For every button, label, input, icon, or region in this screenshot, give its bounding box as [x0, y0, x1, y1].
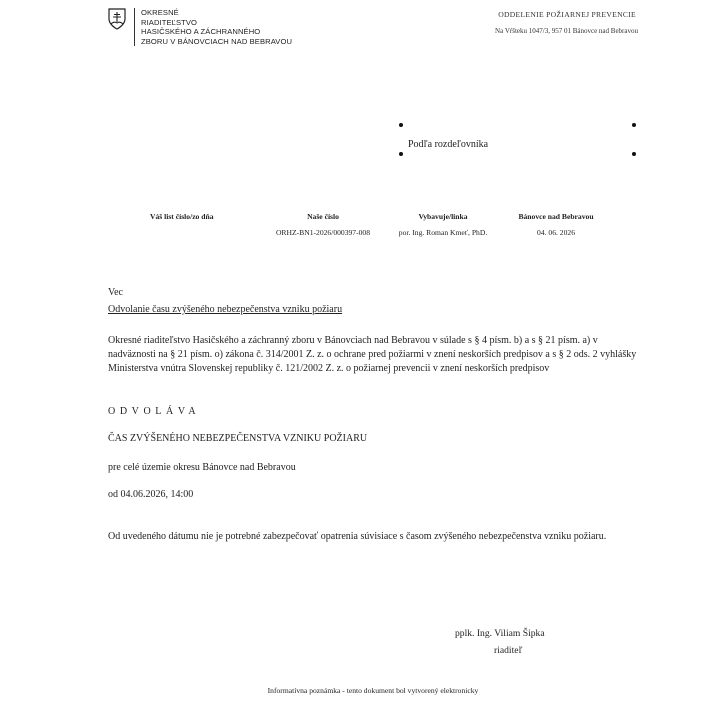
ref-handled-by-value: por. Ing. Roman Kmeť, PhD. — [398, 228, 488, 237]
ref-place-date — [502, 212, 610, 237]
ref-handled-by — [384, 212, 502, 237]
signature-name: pplk. Ing. Viliam Šipka — [455, 628, 545, 639]
body-intro: Okresné riaditeľstvo Hasičského a záchranný zboru v Bánovciach nad Bebravou v súlade s § 4 písm. b) a s § 21 písm. a) v nadväznosti na § 21 písm. o) zákona č. 314/2001 Z. z. o ochrane pred požiarmi v znení neskorších predpisov a s § 2 ods. 2 vyhlášky Ministerstva vnútra Slovenskej republiky č. 121/2002 Z. z. o požiarnej prevencii v znení neskorších predpisov — [108, 335, 637, 374]
ref-our-number-value: ORHZ-BN1-2026/000397-008 — [275, 228, 371, 237]
address-window-mark — [399, 152, 403, 156]
decision-object: ČAS ZVÝŠENÉHO NEBEZPEČENSTVA VZNIKU POŽIARU — [108, 433, 368, 444]
subject-line: Odvolanie času zvýšeného nebezpečenstva vzniku požiaru — [108, 304, 343, 315]
organization-name — [141, 8, 341, 46]
decision-heading: ODVOLÁVA — [108, 406, 201, 417]
effective-time: od 04.06.2026, 14:00 — [108, 489, 194, 500]
ref-date-value: 04. 06. 2026 — [537, 228, 575, 237]
org-line: HASIČSKÉHO A ZÁCHRANNÉHO — [141, 27, 261, 37]
state-emblem-icon — [108, 8, 126, 30]
header-divider — [134, 8, 135, 46]
ref-your-letter — [150, 212, 214, 228]
org-line: RIADITEĽSTVO — [141, 17, 198, 27]
org-line: ZBORU V BÁNOVCIACH NAD BEBRAVOU — [141, 36, 293, 46]
decision-scope: pre celé územie okresu Bánovce nad Bebravou — [108, 462, 296, 473]
closing-paragraph: Od uvedeného dátumu nie je potrebné zabezpečovať opatrenia súvisiace s časom zvýšeného nebezpečenstva vzniku požiaru. — [108, 531, 607, 542]
department-name: ODDELENIE POŽIARNEJ PREVENCIE — [498, 10, 636, 19]
org-line: OKRESNÉ — [141, 8, 179, 17]
address-window-mark — [632, 123, 636, 127]
ref-place-label: Bánovce nad Bebravou — [518, 212, 594, 221]
ref-our-number-label: Naše číslo — [307, 212, 339, 221]
address-window-mark — [399, 123, 403, 127]
signature-title: riaditeľ — [494, 645, 523, 656]
ref-your-letter-label: Váš list číslo/zo dňa — [150, 212, 214, 221]
footer-note: Informatívna poznámka - tento dokument bol vytvorený elektronicky — [267, 686, 479, 695]
subject-label: Vec — [108, 287, 123, 298]
recipient: Podľa rozdeľovníka — [408, 139, 489, 150]
address-window-mark — [632, 152, 636, 156]
ref-our-number — [262, 212, 384, 237]
ref-handled-by-label: Vybavuje/linka — [418, 212, 468, 221]
department-address: Na Vŕšteku 1047/3, 957 01 Bánovce nad Bebravou — [495, 27, 638, 35]
